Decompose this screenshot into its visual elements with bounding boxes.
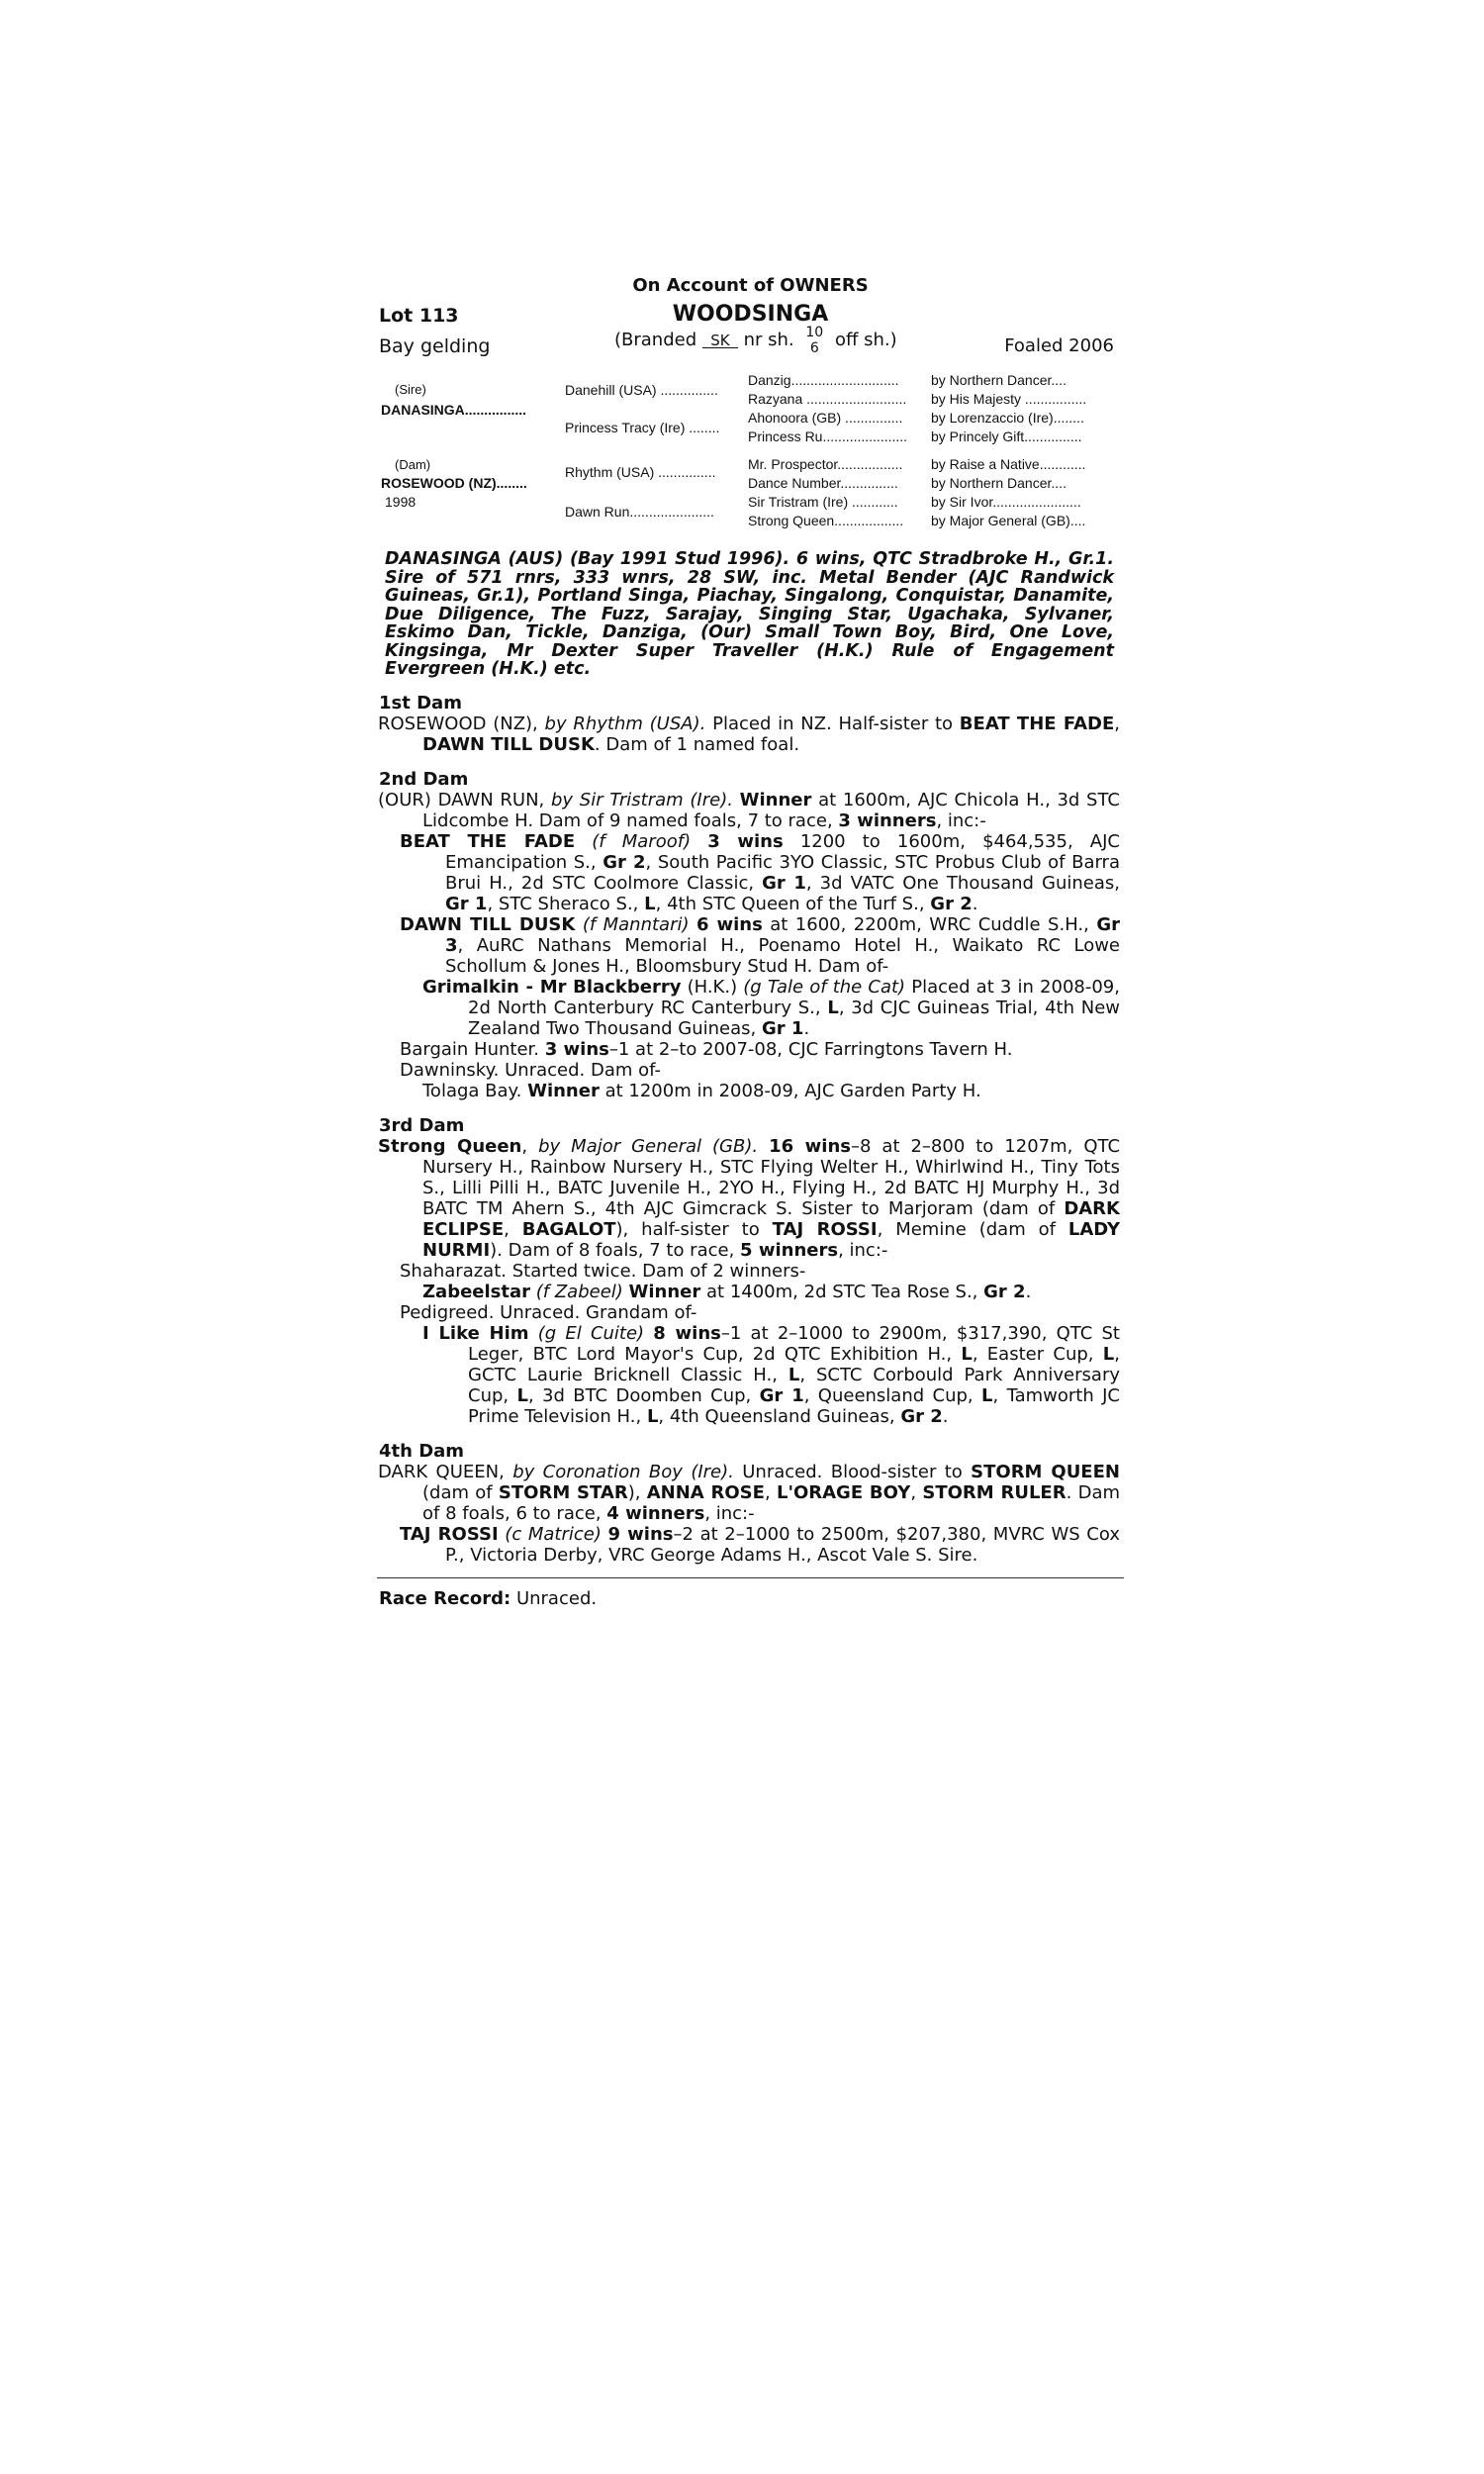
ped-sd-sire-by: by Lorenzaccio (Ire)........	[931, 410, 1084, 426]
progeny-i-like-him: I Like Him (g El Cuite) 8 wins–1 at 2–1000 to 2900m, $317,390, QTC St Leger, BTC Lord Mayor's Cup, 2d QTC Exhibition H., L, Easter Cup, L, GCTC Laurie Bricknell Classic H., L, SCTC Corbould Park Anniversary Cup, L, 3d BTC Doomben Cup, Gr 1, Queensland Cup, L, Tamworth JC Prime Television H., L, 4th Queensland Guineas, Gr 2.	[422, 1322, 1120, 1427]
foaled-year: Foaled 2006	[1004, 335, 1114, 356]
catalogue-page	[377, 273, 1124, 1609]
fourth-dam-entry: DARK QUEEN, by Coronation Boy (Ire). Unraced. Blood-sister to STORM QUEEN (dam of STORM STAR), ANNA ROSE, L'ORAGE BOY, STORM RULER. Dam of 8 foals, 6 to race, 4 winners, inc:-	[378, 1461, 1121, 1524]
dam-label: (Dam)	[395, 457, 431, 472]
race-record: Race Record: Unraced.	[379, 1587, 598, 1609]
first-dam-entry: ROSEWOOD (NZ), by Rhythm (USA). Placed in NZ. Half-sister to BEAT THE FADE, DAWN TILL DUSK. Dam of 1 named foal.	[378, 713, 1120, 755]
progeny-taj-rossi: TAJ ROSSI (c Matrice) 9 wins–2 at 2–1000 to 2500m, $207,380, MVRC WS Cox P., Victoria Derby, VRC George Adams H., Ascot Vale S. Sire.	[400, 1523, 1120, 1566]
brand-mid: nr sh.	[743, 330, 794, 350]
dam-name: ROSEWOOD (NZ)........	[381, 475, 527, 491]
third-dam-entry: Strong Queen, by Major General (GB). 16 wins–8 at 2–800 to 1207m, QTC Nursery H., Rainbow Nursery H., STC Flying Welter H., Whirlwind H., Tiny Tots S., Lilli Pilli H., BATC Juvenile H., 2YO H., Flying H., 2d BATC HJ Murphy H., 3d BATC TM Ahern S., 4th AJC Gimcrack S. Sister to Marjoram (dam of DARK ECLIPSE, BAGALOT), half-sister to TAJ ROSSI, Memine (dam of LADY NURMI). Dam of 8 foals, 7 to race, 5 winners, inc:-	[378, 1135, 1121, 1261]
progeny-beat-the-fade: BEAT THE FADE (f Maroof) 3 wins 1200 to 1600m, $464,535, AJC Emancipation S., Gr 2, South Pacific 3YO Classic, STC Probus Club of Barra Brui H., 2d STC Coolmore Classic, Gr 1, 3d VATC One Thousand Guineas, Gr 1, STC Sheraco S., L, 4th STC Queen of the Turf S., Gr 2.	[400, 830, 1120, 914]
dam-dam: Dawn Run......................	[565, 504, 714, 520]
sire-label: (Sire)	[395, 382, 426, 397]
brand-info	[614, 325, 897, 356]
third-dam-heading: 3rd Dam	[379, 1114, 465, 1136]
section-divider	[377, 1577, 1124, 1578]
ped-ss-dam-by: by His Majesty ................	[931, 391, 1087, 407]
first-dam-heading: 1st Dam	[379, 692, 462, 714]
dam-year: 1998	[385, 494, 417, 510]
fourth-dam-heading: 4th Dam	[379, 1440, 465, 1462]
ped-dd-sire-by: by Sir Ivor.......................	[931, 494, 1081, 510]
brand-number-top: 10	[805, 325, 824, 340]
brand-mark	[702, 333, 738, 350]
ped-ss-sire: Danzig............................	[748, 372, 899, 388]
second-dam-heading: 2nd Dam	[379, 768, 469, 790]
brand-prefix: (Branded	[614, 330, 697, 350]
brand-number-bottom: 6	[809, 340, 819, 356]
ped-ds-sire: Mr. Prospector.................	[748, 456, 903, 472]
sire-sire: Danehill (USA) ...............	[565, 382, 718, 398]
sire-summary: DANASINGA (AUS) (Bay 1991 Stud 1996). 6 wins, QTC Stradbroke H., Gr.1. Sire of 571 rnrs, 333 wnrs, 28 SW, inc. Metal Bender (AJC Randwick Guineas, Gr.1), Portland Singa, Piachay, Singalong, Conquistar, Danamite, Due Diligence, The Fuzz, Sarajay, Singing Star, Ugachaka, Sylvaner, Eskimo Dan, Tickle, Danziga, (Our) Small Town Boy, Bird, One Love, Kingsinga, Mr Dexter Super Traveller (H.K.) Rule of Engagement Evergreen (H.K.) etc.	[385, 549, 1114, 679]
lot-header	[377, 273, 1124, 372]
ped-dd-dam-by: by Major General (GB)....	[931, 513, 1086, 528]
brand-mark-text: SK	[702, 333, 738, 348]
brand-suffix: off sh.)	[834, 330, 897, 350]
brand-number	[805, 325, 823, 356]
ped-ds-dam: Dance Number...............	[748, 475, 898, 491]
progeny-zabeelstar: Zabeelstar (f Zabeel) Winner at 1400m, 2d STC Tea Rose S., Gr 2.	[422, 1281, 1032, 1302]
sire-name: DANASINGA................	[381, 402, 527, 418]
sire-dam: Princess Tracy (Ire) ........	[565, 420, 720, 435]
pedigree-table	[377, 372, 1124, 540]
ped-ds-dam-by: by Northern Dancer....	[931, 475, 1067, 491]
horse-name: WOODSINGA	[672, 302, 829, 327]
ped-ds-sire-by: by Raise a Native............	[931, 456, 1086, 472]
horse-sex: Bay gelding	[379, 335, 491, 357]
ped-sd-dam-by: by Princely Gift...............	[931, 428, 1082, 444]
ped-ss-sire-by: by Northern Dancer....	[931, 372, 1067, 388]
progeny-shaharazat: Shaharazat. Started twice. Dam of 2 winners-	[400, 1260, 806, 1282]
second-dam-entry: (OUR) DAWN RUN, by Sir Tristram (Ire). Winner at 1600m, AJC Chicola H., 3d STC Lidcombe H. Dam of 9 named foals, 7 to race, 3 winners, inc:-	[378, 789, 1120, 831]
progeny-bargain-hunter: Bargain Hunter. 3 wins–1 at 2–to 2007-08, CJC Farringtons Tavern H.	[400, 1038, 1013, 1060]
vendor-line: On Account of OWNERS	[632, 275, 869, 296]
progeny-grimalkin: Grimalkin - Mr Blackberry (H.K.) (g Tale of the Cat) Placed at 3 in 2008-09, 2d North Canterbury RC Canterbury S., L, 3d CJC Guineas Trial, 4th New Zealand Two Thousand Guineas, Gr 1.	[422, 976, 1120, 1039]
progeny-pedigreed: Pedigreed. Unraced. Grandam of-	[400, 1301, 697, 1323]
lot-number: Lot 113	[379, 305, 459, 327]
dam-sire: Rhythm (USA) ...............	[565, 464, 716, 480]
progeny-dawn-till-dusk: DAWN TILL DUSK (f Manntari) 6 wins at 1600, 2200m, WRC Cuddle S.H., Gr 3, AuRC Nathans Memorial H., Poenamo Hotel H., Waikato RC Lowe Schollum & Jones H., Bloomsbury Stud H. Dam of-	[400, 913, 1120, 977]
ped-sd-sire: Ahonoora (GB) ...............	[748, 410, 903, 426]
ped-ss-dam: Razyana ..........................	[748, 391, 907, 407]
ped-sd-dam: Princess Ru......................	[748, 428, 908, 444]
progeny-tolaga-bay: Tolaga Bay. Winner at 1200m in 2008-09, AJC Garden Party H.	[422, 1080, 981, 1101]
progeny-dawninsky: Dawninsky. Unraced. Dam of-	[400, 1059, 661, 1081]
ped-dd-dam: Strong Queen..................	[748, 513, 904, 528]
ped-dd-sire: Sir Tristram (Ire) ............	[748, 494, 898, 510]
